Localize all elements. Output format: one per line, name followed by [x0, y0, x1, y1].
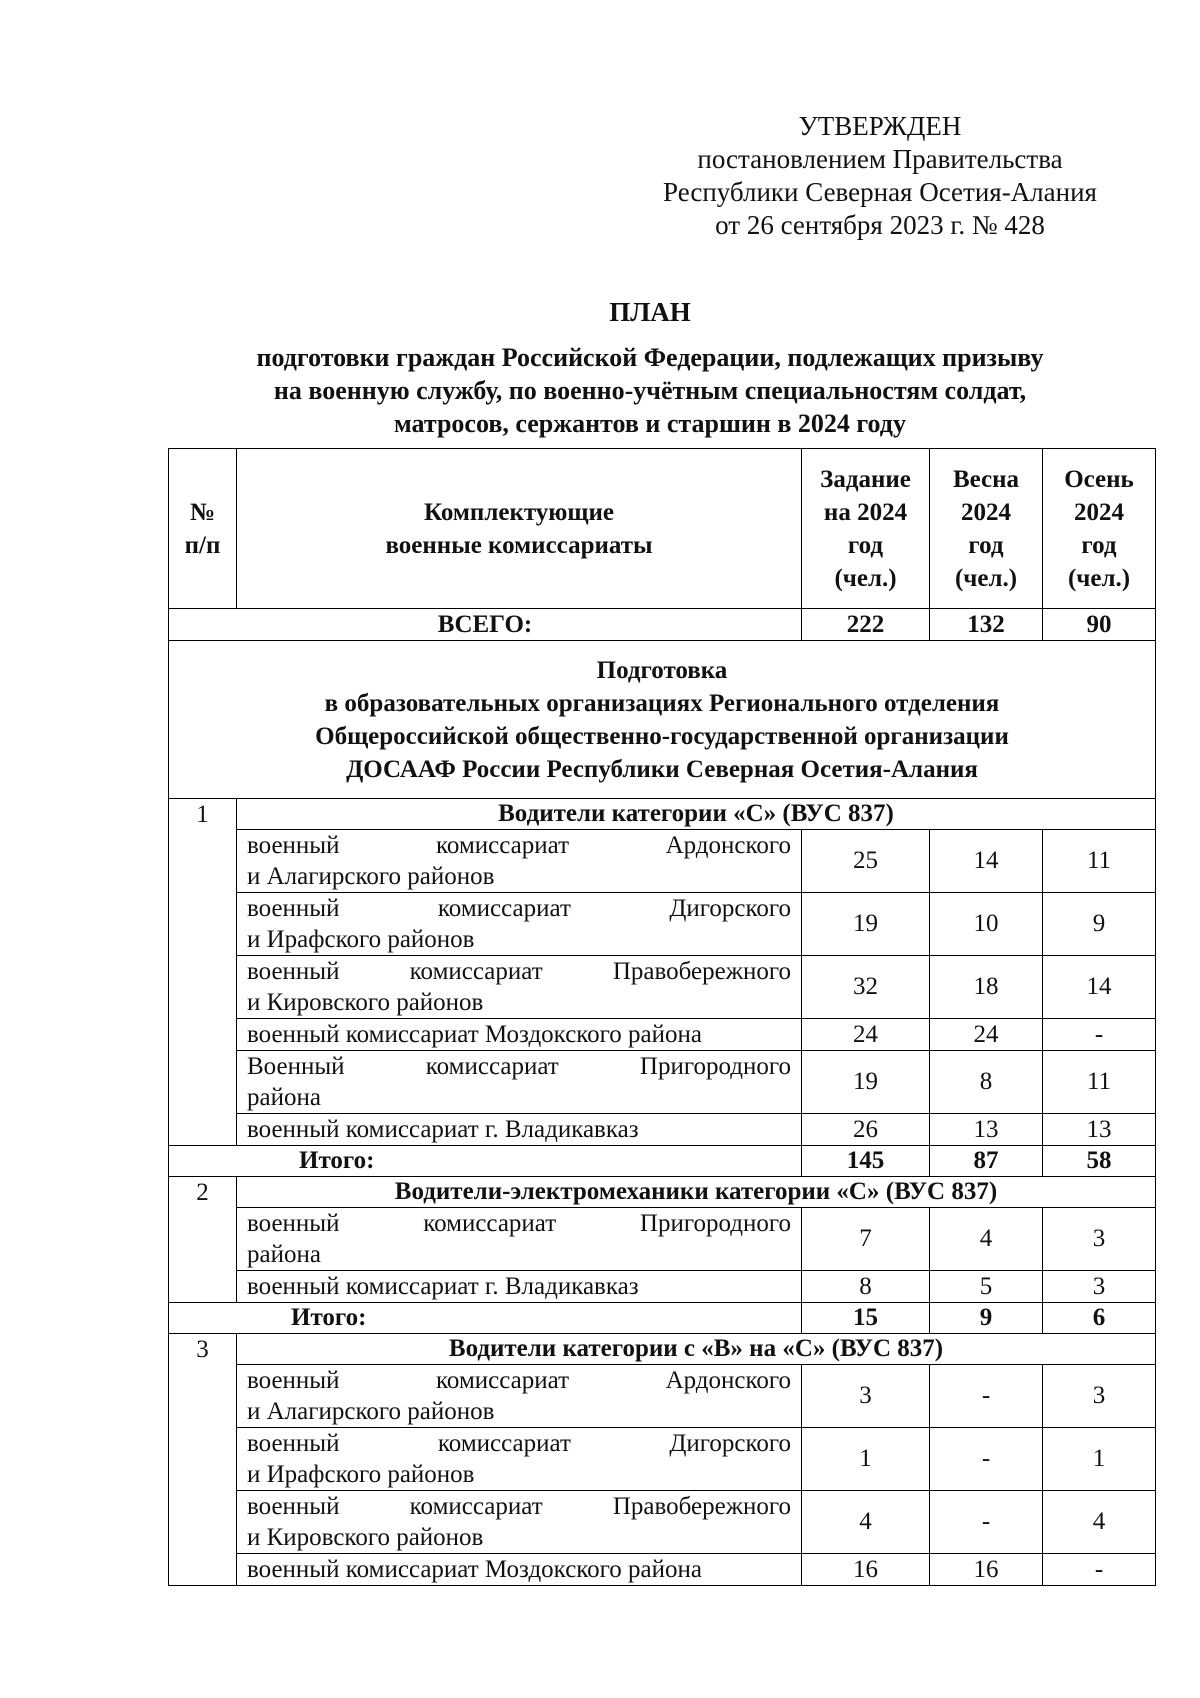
commissariat-name: военный комиссариат Правобережного и Кировского районов [237, 1491, 802, 1554]
total-autumn: 90 [1043, 609, 1156, 641]
approval-line-4: от 26 сентября 2023 г. № 428 [715, 210, 1045, 240]
autumn-value: 14 [1043, 956, 1156, 1019]
task-value: 3 [802, 1365, 930, 1428]
commissariat-name: военный комиссариат Правобережного и Кировского районов [237, 956, 802, 1019]
spring-value: 13 [930, 1114, 1043, 1146]
subtitle-line-3: матросов, сержантов и старшин в 2024 году [394, 409, 906, 438]
autumn-value: 11 [1043, 830, 1156, 893]
subtitle-line-1: подготовки граждан Российской Федерации, подлежащих призыву [256, 343, 1044, 372]
group-number: 1 [169, 799, 237, 1146]
header-name: Комплектующие военные комиссариаты [237, 449, 802, 609]
header-autumn: Осень 2024 год (чел.) [1043, 449, 1156, 609]
autumn-value: 3 [1043, 1271, 1156, 1303]
commissariat-name: Военный комиссариат Пригородного района [237, 1051, 802, 1114]
header-task: Задание на 2024 год (чел.) [802, 449, 930, 609]
commissariat-name: военный комиссариат Дигорского и Ирафского районов [237, 893, 802, 956]
commissariat-name: военный комиссариат Пригородного района [237, 1208, 802, 1271]
task-value: 19 [802, 1051, 930, 1114]
table-row [169, 830, 1156, 893]
commissariat-name: военный комиссариат Ардонского и Алагирского районов [237, 830, 802, 893]
group-title-row [169, 1177, 1156, 1208]
table-row [169, 1491, 1156, 1554]
section-title: Подготовка в образовательных организациях Регионального отделения Общероссийской общественно-государственной организации ДОСААФ России Республики Северная Осетия-Алания [169, 641, 1156, 799]
group-title-row [169, 1334, 1156, 1365]
autumn-value: 3 [1043, 1365, 1156, 1428]
autumn-value: 13 [1043, 1114, 1156, 1146]
spring-value: 5 [930, 1271, 1043, 1303]
spring-value: 18 [930, 956, 1043, 1019]
document-subtitle [150, 341, 1150, 440]
autumn-value: 9 [1043, 893, 1156, 956]
task-value: 19 [802, 893, 930, 956]
commissariat-name: военный комиссариат Ардонского и Алагирского районов [237, 1365, 802, 1428]
autumn-value: 1 [1043, 1428, 1156, 1491]
subtotal-task: 145 [802, 1146, 930, 1177]
table-row [169, 1051, 1156, 1114]
total-spring: 132 [930, 609, 1043, 641]
task-value: 8 [802, 1271, 930, 1303]
spring-value: 14 [930, 830, 1043, 893]
header-num: № п/п [169, 449, 237, 609]
subtotal-spring: 9 [930, 1303, 1043, 1334]
document-title: ПЛАН [609, 297, 691, 327]
commissariat-name: военный комиссариат г. Владикавказ [237, 1114, 802, 1146]
group-number: 2 [169, 1177, 237, 1303]
subtitle-line-2: на военную службу, по военно-учётным специальностям солдат, [273, 376, 1027, 405]
table-row [169, 956, 1156, 1019]
table-row [169, 1365, 1156, 1428]
approval-line-2: постановлением Правительства [697, 144, 1063, 174]
subtotal-row [169, 1303, 1156, 1334]
group-title: Водители категории с «В» на «С» (ВУС 837) [237, 1334, 1156, 1365]
autumn-value: 3 [1043, 1208, 1156, 1271]
total-task: 222 [802, 609, 930, 641]
commissariat-name: военный комиссариат г. Владикавказ [237, 1271, 802, 1303]
group-title-row [169, 799, 1156, 830]
spring-value: 4 [930, 1208, 1043, 1271]
subtotal-task: 15 [802, 1303, 930, 1334]
task-value: 32 [802, 956, 930, 1019]
table-row [169, 1019, 1156, 1051]
table-row [169, 1208, 1156, 1271]
group-title: Водители категории «С» (ВУС 837) [237, 799, 1156, 830]
task-value: 24 [802, 1019, 930, 1051]
approval-line-1: УТВЕРЖДЕН [798, 111, 962, 141]
subtotal-autumn: 6 [1043, 1303, 1156, 1334]
plan-table [168, 448, 1156, 1586]
group-title: Водители-электромеханики категории «С» (ВУС 837) [237, 1177, 1156, 1208]
section-row [169, 641, 1156, 799]
commissariat-name: военный комиссариат Моздокского района [237, 1019, 802, 1051]
header-row [169, 449, 1156, 609]
total-row [169, 609, 1156, 641]
task-value: 1 [802, 1428, 930, 1491]
autumn-value: - [1043, 1019, 1156, 1051]
spring-value: - [930, 1491, 1043, 1554]
spring-value: 16 [930, 1554, 1043, 1586]
spring-value: 8 [930, 1051, 1043, 1114]
autumn-value: - [1043, 1554, 1156, 1586]
total-label: ВСЕГО: [169, 609, 802, 641]
task-value: 4 [802, 1491, 930, 1554]
table-row [169, 1114, 1156, 1146]
autumn-value: 11 [1043, 1051, 1156, 1114]
table-row [169, 1271, 1156, 1303]
task-value: 25 [802, 830, 930, 893]
table-row [169, 1428, 1156, 1491]
commissariat-name: военный комиссариат Моздокского района [237, 1554, 802, 1586]
task-value: 7 [802, 1208, 930, 1271]
commissariat-name: военный комиссариат Дигорского и Ирафского районов [237, 1428, 802, 1491]
approval-line-3: Республики Северная Осетия-Алания [663, 177, 1097, 207]
subtotal-label: Итого: [169, 1146, 802, 1177]
task-value: 26 [802, 1114, 930, 1146]
spring-value: 10 [930, 893, 1043, 956]
spring-value: - [930, 1365, 1043, 1428]
group-number: 3 [169, 1334, 237, 1586]
approval-block [600, 110, 1160, 242]
table-row [169, 893, 1156, 956]
task-value: 16 [802, 1554, 930, 1586]
spring-value: - [930, 1428, 1043, 1491]
header-spring: Весна 2024 год (чел.) [930, 449, 1043, 609]
subtotal-spring: 87 [930, 1146, 1043, 1177]
table-row [169, 1554, 1156, 1586]
subtotal-row [169, 1146, 1156, 1177]
subtotal-label: Итого: [169, 1303, 802, 1334]
autumn-value: 4 [1043, 1491, 1156, 1554]
subtotal-autumn: 58 [1043, 1146, 1156, 1177]
spring-value: 24 [930, 1019, 1043, 1051]
